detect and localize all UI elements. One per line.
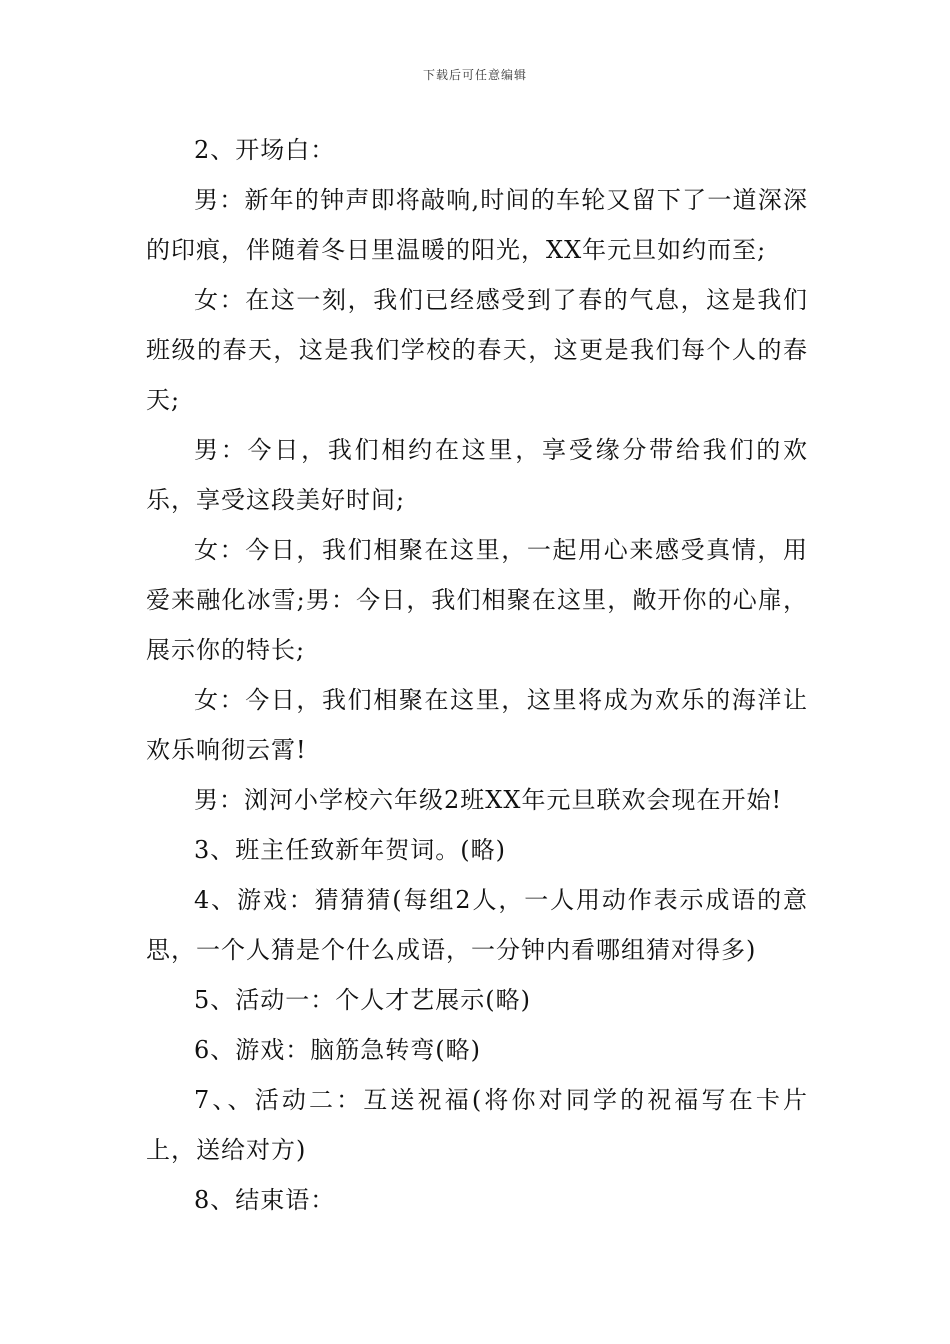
page-header-note: 下载后可任意编辑 [422,68,527,82]
paragraph-female-line-3: 女：今日，我们相聚在这里，这里将成为欢乐的海洋让欢乐响彻云霄! [146,686,808,764]
paragraph-male-line-2: 男：今日，我们相约在这里，享受缘分带给我们的欢乐，享受这段美好时间; [146,436,808,514]
paragraph-item-6: 6、游戏：脑筋急转弯(略) [194,1036,481,1064]
paragraph-item-3: 3、班主任致新年贺词。(略) [194,836,506,864]
paragraph-female-male-line: 女：今日，我们相聚在这里，一起用心来感受真情，用爱来融化冰雪;男：今日，我们相聚在这里，敞开你的心扉，展示你的特长; [146,536,808,664]
paragraph-male-opening-announcement: 男：浏河小学校六年级2班XX年元旦联欢会现在开始! [194,786,783,814]
paragraph-item-7: 7、、活动二：互送祝福(将你对同学的祝福写在卡片上，送给对方) [146,1086,808,1164]
document-body [146,125,808,1225]
paragraph-item-8: 8、结束语： [194,1186,336,1214]
paragraph-item-4: 4、游戏：猜猜猜(每组2人，一人用动作表示成语的意思，一个人猜是个什么成语，一分钟内看哪组猜对得多) [146,886,808,964]
paragraph-female-line-1: 女：在这一刻，我们已经感受到了春的气息，这是我们班级的春天，这是我们学校的春天，这更是我们每个人的春天; [146,286,808,414]
paragraph-opening-heading: 2、开场白： [194,136,336,164]
paragraph-item-5: 5、活动一：个人才艺展示(略) [194,986,531,1014]
paragraph-male-line-1: 男：新年的钟声即将敲响,时间的车轮又留下了一道深深的印痕，伴随着冬日里温暖的阳光，XX年元旦如约而至; [146,186,808,264]
